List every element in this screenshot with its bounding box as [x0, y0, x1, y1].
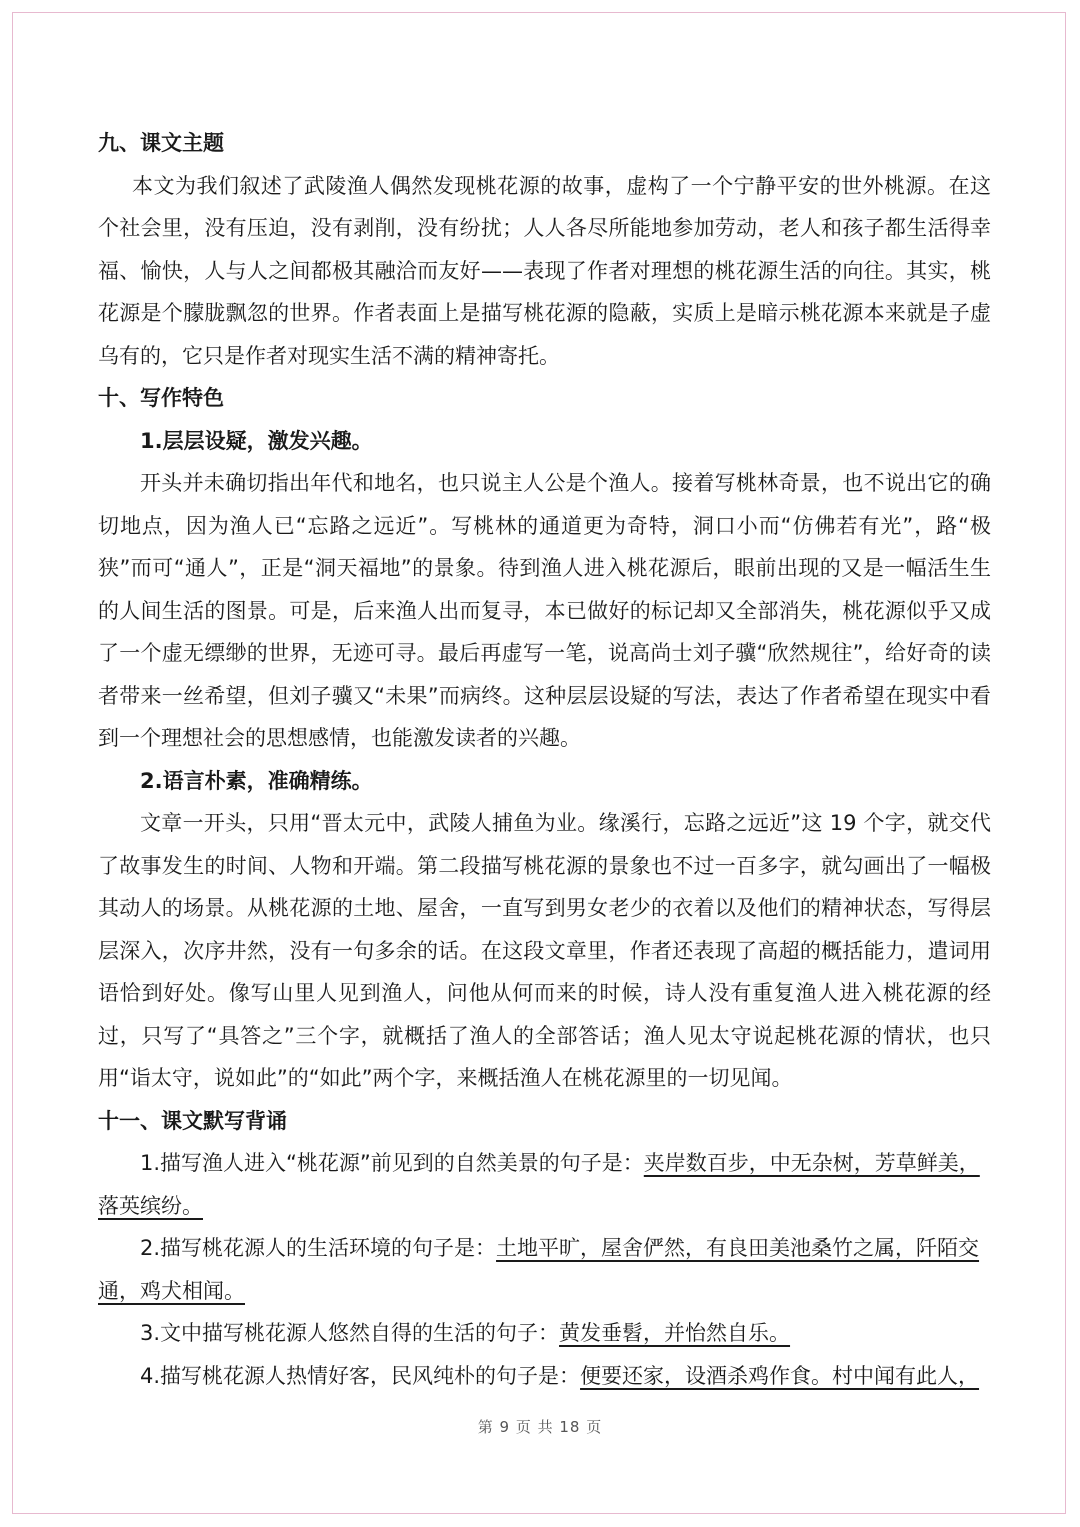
section10-title: 十、写作特色: [98, 386, 224, 410]
recite-prompt: 3.文中描写桃花源人悠然自得的生活的句子：: [140, 1321, 560, 1345]
section9-paragraph: 本文为我们叙述了武陵渔人偶然发现桃花源的故事，虚构了一个宁静平安的世外桃源。在这个社会里，没有压迫，没有剥削，没有纷扰；人人各尽所能地参加劳动，老人和孩子都生活得幸福、愉快，人与人之间都极其融洽而友好——表现了作者对理想的桃花源生活的向往。其实，桃花源是个朦胧飘忽的世界。作者表面上是描写桃花源的隐蔽，实质上是暗示桃花源本来就是子虚乌有的，它只是作者对现实生活不满的精神寄托。: [98, 173, 991, 368]
recite-item-2: [98, 1227, 991, 1312]
recite-answer: 土地平旷，屋舍俨然，有良田美池桑竹之属，阡陌交通，鸡犬相闻。: [98, 1236, 980, 1303]
point2-text: 文章一开头，只用“晋太元中，武陵人捕鱼为业。缘溪行，忘路之远近”这 19 个字，就交代了故事发生的时间、人物和开端。第二段描写桃花源的景象也不过一百多字，就勾画出了一幅极其动人的场景。从桃花源的土地、屋舍，一直写到男女老少的衣着以及他们的精神状态，写得层层深入，次序井然，没有一句多余的话。在这段文章里，作者还表现了高超的概括能力，遣词用语恰到好处。像写山里人见到渔人，问他从何而来的时候，诗人没有重复渔人进入桃花源的经过，只写了“具答之”三个字，就概括了渔人的全部答话；渔人见太守说起桃花源的情状，也只用“诣太守，说如此”的“如此”两个字，来概括渔人在桃花源里的一切见闻。: [98, 811, 991, 1090]
recite-answer: 便要还家，设酒杀鸡作食。村中闻有此人，: [580, 1363, 980, 1388]
recite-prompt: 1.描写渔人进入“桃花源”前见到的自然美景的句子是：: [140, 1151, 644, 1175]
recite-item-1: [98, 1142, 991, 1227]
section9-title: 九、课文主题: [98, 131, 224, 155]
document-body: [98, 122, 991, 1397]
recite-answer: 夹岸数百步，中无杂树，芳草鲜美，落英缤纷。: [98, 1151, 980, 1218]
page-number: 第 9 页 共 18 页: [477, 1418, 603, 1436]
recite-prompt: 4.描写桃花源人热情好客，民风纯朴的句子是：: [140, 1363, 581, 1388]
recite-item-3: [98, 1312, 991, 1355]
recite-item-4: [98, 1355, 991, 1398]
point2-title: 2.语言朴素，准确精练。: [140, 768, 373, 793]
point1-text: 开头并未确切指出年代和地名，也只说主人公是个渔人。接着写桃林奇景，也不说出它的确切地点，因为渔人已“忘路之远近”。写桃林的通道更为奇特，洞口小而“仿佛若有光”，路“极狭”而可“通人”，正是“洞天福地”的景象。待到渔人进入桃花源后，眼前出现的又是一幅活生生的人间生活的图景。可是，后来渔人出而复寻，本已做好的标记却又全部消失，桃花源似乎又成了一个虚无缥缈的世界，无迹可寻。最后再虚写一笔，说高尚士刘子骥“欣然规往”，给好奇的读者带来一丝希望，但刘子骥又“未果”而病终。这种层层设疑的写法，表达了作者希望在现实中看到一个理想社会的思想感情，也能激发读者的兴趣。: [98, 471, 991, 750]
recite-prompt: 2.描写桃花源人的生活环境的句子是：: [140, 1236, 497, 1260]
section11-title: 十一、课文默写背诵: [98, 1108, 287, 1133]
point1-title: 1.层层设疑，激发兴趣。: [140, 428, 373, 453]
recite-answer: 黄发垂髫，并怡然自乐。: [559, 1321, 791, 1345]
